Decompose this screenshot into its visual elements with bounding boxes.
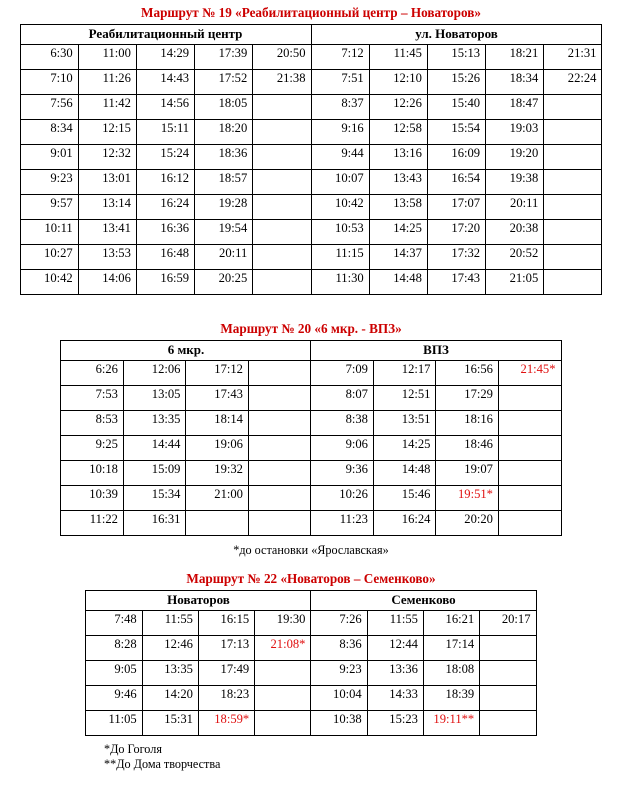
table-wrap-19: [0, 24, 622, 295]
time-cell: 18:59*: [198, 710, 254, 735]
footnotes-route-20: [0, 543, 622, 558]
section-header-cell: Реабилитационный центр: [20, 24, 311, 44]
time-cell: 15:40: [427, 94, 485, 119]
time-cell: 21:31: [544, 44, 602, 69]
time-cell: [248, 360, 311, 385]
time-cell: [248, 385, 311, 410]
time-cell: 14:29: [136, 44, 194, 69]
schedule-table-19: [20, 24, 603, 295]
table-row: [61, 435, 561, 460]
table-body-19: [20, 44, 602, 294]
time-cell: 16:59: [136, 269, 194, 294]
time-cell: 14:44: [123, 435, 186, 460]
table-row: [20, 44, 602, 69]
time-cell: 22:24: [544, 69, 602, 94]
time-cell: 15:34: [123, 485, 186, 510]
time-cell: 16:15: [198, 610, 254, 635]
time-cell: 19:07: [436, 460, 499, 485]
table-row: [86, 610, 536, 635]
time-cell: [544, 194, 602, 219]
time-cell: [498, 435, 561, 460]
table-row: [61, 410, 561, 435]
time-cell: 15:24: [136, 144, 194, 169]
time-cell: 8:36: [311, 635, 367, 660]
time-cell: 14:25: [369, 219, 427, 244]
time-cell: 8:53: [61, 410, 124, 435]
time-cell: 11:55: [367, 610, 423, 635]
table-row: [20, 169, 602, 194]
time-cell: 7:56: [20, 94, 78, 119]
time-cell: 19:11**: [423, 710, 479, 735]
table-row: [86, 660, 536, 685]
time-cell: 15:13: [427, 44, 485, 69]
time-cell: [253, 94, 311, 119]
time-cell: 11:23: [311, 510, 374, 535]
time-cell: 20:20: [436, 510, 499, 535]
table-row: [61, 485, 561, 510]
time-cell: 6:30: [20, 44, 78, 69]
time-cell: 14:43: [136, 69, 194, 94]
section-header-cell: ВПЗ: [311, 340, 561, 360]
time-cell: 19:51*: [436, 485, 499, 510]
table-row: [61, 510, 561, 535]
time-cell: 15:11: [136, 119, 194, 144]
time-cell: 13:58: [369, 194, 427, 219]
table-row: [20, 219, 602, 244]
table-row: [61, 385, 561, 410]
time-cell: 10:18: [61, 460, 124, 485]
time-cell: [498, 410, 561, 435]
time-cell: [498, 510, 561, 535]
time-cell: 15:09: [123, 460, 186, 485]
time-cell: 18:46: [436, 435, 499, 460]
time-cell: 19:30: [255, 610, 311, 635]
table-body-22: [86, 610, 536, 735]
time-cell: 21:45*: [498, 360, 561, 385]
time-cell: 10:04: [311, 685, 367, 710]
footnote-line: *до остановки «Ярославская»: [233, 543, 389, 557]
time-cell: 16:31: [123, 510, 186, 535]
table-row: [61, 360, 561, 385]
time-cell: 18:14: [186, 410, 249, 435]
time-cell: 18:39: [423, 685, 479, 710]
section-header-cell: 6 мкр.: [61, 340, 311, 360]
table-row: [20, 194, 602, 219]
time-cell: [498, 460, 561, 485]
time-cell: 17:13: [198, 635, 254, 660]
time-cell: 16:09: [427, 144, 485, 169]
time-cell: 8:37: [311, 94, 369, 119]
time-cell: 9:44: [311, 144, 369, 169]
time-cell: 18:34: [486, 69, 544, 94]
route-block-20: [0, 322, 622, 536]
time-cell: [255, 710, 311, 735]
time-cell: [253, 144, 311, 169]
table-wrap-20: [0, 340, 622, 536]
section-header-cell: ул. Новаторов: [311, 24, 602, 44]
time-cell: 12:51: [373, 385, 436, 410]
time-cell: 20:11: [195, 244, 253, 269]
table-header-22: [86, 590, 536, 610]
time-cell: [480, 710, 536, 735]
time-cell: 17:49: [198, 660, 254, 685]
time-cell: 18:57: [195, 169, 253, 194]
time-cell: 11:00: [78, 44, 136, 69]
time-cell: [253, 269, 311, 294]
footnote-line: *До Гоголя: [104, 742, 162, 756]
footnotes-route-22: [104, 742, 220, 773]
time-cell: [544, 219, 602, 244]
time-cell: 10:11: [20, 219, 78, 244]
section-header-cell: Семенково: [311, 590, 536, 610]
section-header-row: [61, 340, 561, 360]
time-cell: 10:07: [311, 169, 369, 194]
table-row: [20, 119, 602, 144]
time-cell: 12:32: [78, 144, 136, 169]
time-cell: 11:45: [369, 44, 427, 69]
time-cell: [544, 244, 602, 269]
table-row: [20, 94, 602, 119]
time-cell: 8:28: [86, 635, 142, 660]
time-cell: 12:46: [142, 635, 198, 660]
time-cell: 16:21: [423, 610, 479, 635]
time-cell: 17:12: [186, 360, 249, 385]
time-cell: 7:48: [86, 610, 142, 635]
time-cell: 13:05: [123, 385, 186, 410]
time-cell: 7:10: [20, 69, 78, 94]
time-cell: 12:58: [369, 119, 427, 144]
time-cell: 17:52: [195, 69, 253, 94]
time-cell: [255, 660, 311, 685]
time-cell: 15:26: [427, 69, 485, 94]
time-cell: [253, 169, 311, 194]
time-cell: 18:20: [195, 119, 253, 144]
time-cell: 20:17: [480, 610, 536, 635]
time-cell: 16:54: [427, 169, 485, 194]
route-block-22: [0, 572, 622, 736]
time-cell: 16:12: [136, 169, 194, 194]
time-cell: 20:38: [486, 219, 544, 244]
time-cell: 19:20: [486, 144, 544, 169]
time-cell: 20:11: [486, 194, 544, 219]
time-cell: 8:38: [311, 410, 374, 435]
table-wrap-22: [0, 590, 622, 736]
footnote-line: **До Дома творчества: [104, 757, 221, 772]
time-cell: 16:56: [436, 360, 499, 385]
time-cell: 7:53: [61, 385, 124, 410]
time-cell: 14:25: [373, 435, 436, 460]
time-cell: [544, 144, 602, 169]
time-cell: [253, 219, 311, 244]
time-cell: 9:46: [86, 685, 142, 710]
time-cell: 8:34: [20, 119, 78, 144]
time-cell: [248, 485, 311, 510]
time-cell: 13:41: [78, 219, 136, 244]
time-cell: 21:08*: [255, 635, 311, 660]
time-cell: 13:36: [367, 660, 423, 685]
time-cell: 13:51: [373, 410, 436, 435]
time-cell: 9:06: [311, 435, 374, 460]
time-cell: 10:38: [311, 710, 367, 735]
time-cell: [248, 510, 311, 535]
time-cell: 18:08: [423, 660, 479, 685]
time-cell: 18:21: [486, 44, 544, 69]
time-cell: [480, 660, 536, 685]
time-cell: 9:16: [311, 119, 369, 144]
time-cell: 14:37: [369, 244, 427, 269]
time-cell: 9:23: [311, 660, 367, 685]
time-cell: [544, 94, 602, 119]
time-cell: 13:35: [123, 410, 186, 435]
time-cell: 13:53: [78, 244, 136, 269]
time-cell: [480, 635, 536, 660]
table-header-19: [20, 24, 602, 44]
time-cell: 7:09: [311, 360, 374, 385]
time-cell: 13:14: [78, 194, 136, 219]
time-cell: 17:07: [427, 194, 485, 219]
time-cell: [544, 269, 602, 294]
time-cell: 18:16: [436, 410, 499, 435]
time-cell: 10:42: [311, 194, 369, 219]
time-cell: 16:36: [136, 219, 194, 244]
table-header-20: [61, 340, 561, 360]
time-cell: 14:20: [142, 685, 198, 710]
time-cell: 21:00: [186, 485, 249, 510]
time-cell: 10:26: [311, 485, 374, 510]
time-cell: 9:57: [20, 194, 78, 219]
time-cell: 16:48: [136, 244, 194, 269]
time-cell: 10:27: [20, 244, 78, 269]
time-cell: 17:32: [427, 244, 485, 269]
table-row: [61, 460, 561, 485]
time-cell: 19:03: [486, 119, 544, 144]
schedule-table-20: [60, 340, 561, 536]
route-title-22: Маршрут № 22 «Новаторов – Семенково»: [186, 571, 436, 586]
time-cell: 17:20: [427, 219, 485, 244]
time-cell: [480, 685, 536, 710]
time-cell: 15:46: [373, 485, 436, 510]
time-cell: 21:05: [486, 269, 544, 294]
table-body-20: [61, 360, 561, 535]
time-cell: 19:54: [195, 219, 253, 244]
time-cell: 6:26: [61, 360, 124, 385]
time-cell: [498, 385, 561, 410]
time-cell: 9:01: [20, 144, 78, 169]
time-cell: 17:39: [195, 44, 253, 69]
time-cell: 11:42: [78, 94, 136, 119]
time-cell: [248, 435, 311, 460]
time-cell: 13:43: [369, 169, 427, 194]
time-cell: 15:23: [367, 710, 423, 735]
time-cell: 21:38: [253, 69, 311, 94]
time-cell: 7:51: [311, 69, 369, 94]
time-cell: 14:33: [367, 685, 423, 710]
time-cell: [253, 244, 311, 269]
time-cell: 17:43: [186, 385, 249, 410]
time-cell: 11:30: [311, 269, 369, 294]
time-cell: 17:14: [423, 635, 479, 660]
table-row: [86, 710, 536, 735]
time-cell: 12:26: [369, 94, 427, 119]
time-cell: 11:55: [142, 610, 198, 635]
time-cell: 17:43: [427, 269, 485, 294]
time-cell: 12:06: [123, 360, 186, 385]
time-cell: [544, 119, 602, 144]
time-cell: 15:31: [142, 710, 198, 735]
time-cell: 18:05: [195, 94, 253, 119]
time-cell: 19:32: [186, 460, 249, 485]
time-cell: [255, 685, 311, 710]
time-cell: 7:26: [311, 610, 367, 635]
time-cell: 9:05: [86, 660, 142, 685]
time-cell: [186, 510, 249, 535]
route-title-19: Маршрут № 19 «Реабилитационный центр – Новаторов»: [141, 5, 481, 20]
time-cell: 14:06: [78, 269, 136, 294]
time-cell: 19:06: [186, 435, 249, 460]
time-cell: 12:10: [369, 69, 427, 94]
time-cell: 19:38: [486, 169, 544, 194]
table-row: [20, 144, 602, 169]
time-cell: 11:22: [61, 510, 124, 535]
time-cell: 16:24: [136, 194, 194, 219]
time-cell: 19:28: [195, 194, 253, 219]
time-cell: 17:29: [436, 385, 499, 410]
time-cell: 14:48: [373, 460, 436, 485]
time-cell: [544, 169, 602, 194]
time-cell: 9:36: [311, 460, 374, 485]
section-header-row: [86, 590, 536, 610]
time-cell: 14:56: [136, 94, 194, 119]
time-cell: 12:17: [373, 360, 436, 385]
time-cell: 20:25: [195, 269, 253, 294]
table-row: [20, 244, 602, 269]
time-cell: 10:42: [20, 269, 78, 294]
time-cell: 15:54: [427, 119, 485, 144]
time-cell: 11:15: [311, 244, 369, 269]
time-cell: 12:15: [78, 119, 136, 144]
time-cell: 9:25: [61, 435, 124, 460]
time-cell: 9:23: [20, 169, 78, 194]
time-cell: 18:23: [198, 685, 254, 710]
time-cell: 11:26: [78, 69, 136, 94]
time-cell: 16:24: [373, 510, 436, 535]
time-cell: [253, 119, 311, 144]
time-cell: 7:12: [311, 44, 369, 69]
time-cell: 20:52: [486, 244, 544, 269]
table-row: [20, 69, 602, 94]
table-row: [86, 635, 536, 660]
time-cell: 20:50: [253, 44, 311, 69]
time-cell: [248, 410, 311, 435]
table-row: [86, 685, 536, 710]
section-header-cell: Новаторов: [86, 590, 311, 610]
route-title-20: Маршрут № 20 «6 мкр. - ВПЗ»: [220, 321, 402, 336]
time-cell: 18:36: [195, 144, 253, 169]
time-cell: 8:07: [311, 385, 374, 410]
time-cell: 13:16: [369, 144, 427, 169]
time-cell: 10:39: [61, 485, 124, 510]
time-cell: 18:47: [486, 94, 544, 119]
time-cell: 11:05: [86, 710, 142, 735]
time-cell: [498, 485, 561, 510]
table-row: [20, 269, 602, 294]
time-cell: 14:48: [369, 269, 427, 294]
time-cell: 13:01: [78, 169, 136, 194]
schedule-table-22: [85, 590, 536, 736]
time-cell: 13:35: [142, 660, 198, 685]
section-header-row: [20, 24, 602, 44]
time-cell: 12:44: [367, 635, 423, 660]
route-block-19: [0, 6, 622, 295]
time-cell: [248, 460, 311, 485]
time-cell: [253, 194, 311, 219]
time-cell: 10:53: [311, 219, 369, 244]
